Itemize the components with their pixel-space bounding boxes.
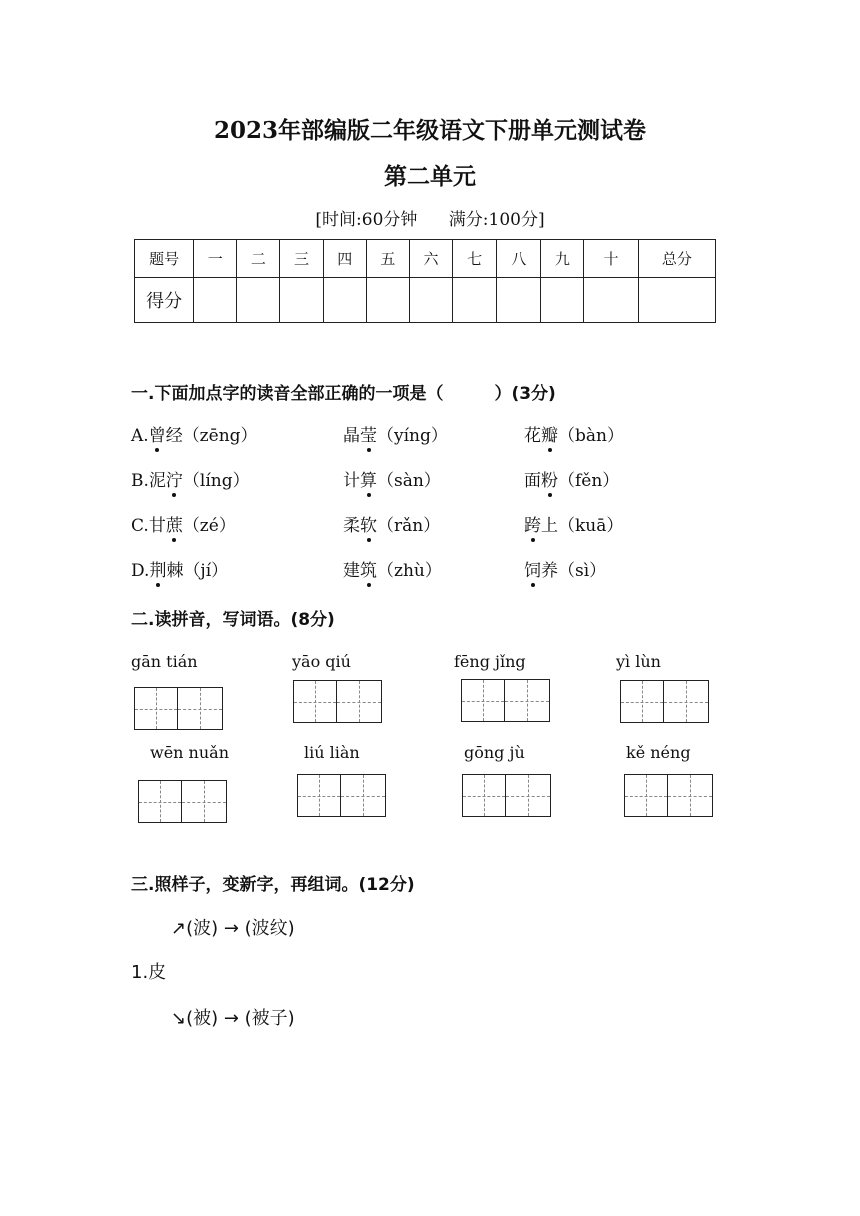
option-char: 荆	[149, 561, 167, 581]
pinyin-label: yì lùn	[616, 652, 661, 671]
header-cell: 六	[409, 240, 452, 278]
option-item	[131, 556, 228, 581]
option-pinyin: （bàn）	[558, 426, 624, 446]
option-char: 建	[343, 561, 360, 581]
header-cell: 一	[194, 240, 237, 278]
writing-box[interactable]	[624, 774, 668, 817]
option-char: 跨	[524, 516, 541, 536]
option-item	[343, 556, 442, 581]
option-pinyin: （sì）	[558, 561, 607, 581]
header-cell: 四	[323, 240, 366, 278]
writing-box[interactable]	[341, 774, 386, 817]
option-item	[131, 511, 236, 536]
time-limit: [时间:60分钟	[315, 210, 418, 230]
option-char: 上	[541, 516, 558, 536]
pinyin-label: fēng jǐng	[454, 652, 526, 671]
writing-box[interactable]	[138, 780, 182, 823]
option-char: 曾	[148, 426, 166, 446]
option-pinyin: （yíng）	[377, 426, 448, 446]
option-char: 算	[360, 471, 377, 491]
option-pinyin: （kuā）	[558, 516, 624, 536]
option-pinyin: （zhù）	[377, 561, 442, 581]
score-table-header-row	[135, 240, 716, 278]
option-item	[131, 421, 258, 446]
option-char: 瓣	[541, 426, 558, 446]
option-char: 泥	[148, 471, 166, 491]
header-cell: 七	[453, 240, 497, 278]
writing-box-pair[interactable]	[134, 687, 223, 730]
option-char: 棘	[166, 561, 184, 581]
score-cell[interactable]	[366, 278, 409, 323]
header-cell: 题号	[135, 240, 194, 278]
writing-box[interactable]	[461, 679, 505, 722]
option-pinyin: （rǎn）	[377, 516, 441, 536]
writing-box-pair[interactable]	[297, 774, 386, 817]
page-subtitle: 第二单元	[384, 163, 476, 190]
writing-box-pair[interactable]	[293, 680, 382, 723]
header-cell: 总分	[638, 240, 715, 278]
option-char: 蔗	[165, 516, 183, 536]
option-char: 甘	[148, 516, 166, 536]
option-pinyin: （líng）	[182, 471, 250, 491]
option-char: 花	[524, 426, 541, 446]
header-cell: 九	[541, 240, 584, 278]
writing-box-pair[interactable]	[620, 680, 709, 723]
option-char: 粉	[541, 471, 558, 491]
writing-box-pair[interactable]	[624, 774, 713, 817]
pinyin-label: gōng jù	[464, 743, 525, 762]
pinyin-label: kě néng	[626, 743, 691, 762]
option-char: 柔	[343, 516, 360, 536]
option-item	[524, 421, 624, 446]
score-cell[interactable]	[280, 278, 323, 323]
option-prefix: C.	[131, 516, 149, 536]
score-cell[interactable]	[584, 278, 638, 323]
writing-box[interactable]	[620, 680, 664, 723]
option-char: 软	[360, 516, 377, 536]
score-cell[interactable]	[194, 278, 237, 323]
writing-box-pair[interactable]	[138, 780, 227, 823]
writing-box[interactable]	[337, 680, 382, 723]
option-pinyin: （zēng）	[182, 426, 258, 446]
pinyin-label: gān tián	[131, 652, 198, 671]
header-cell: 八	[497, 240, 541, 278]
header-cell: 二	[237, 240, 280, 278]
example-line-3: ↘(被) → (被子)	[171, 1008, 295, 1029]
writing-box[interactable]	[182, 780, 227, 823]
header-cell: 三	[280, 240, 323, 278]
score-cell[interactable]	[453, 278, 497, 323]
question-3-heading: 三.照样子，变新字，再组词。(12分)	[131, 875, 415, 895]
writing-box[interactable]	[134, 687, 178, 730]
option-char: 筑	[360, 561, 377, 581]
score-cell[interactable]	[237, 278, 280, 323]
option-char: 养	[541, 561, 558, 581]
writing-box[interactable]	[297, 774, 341, 817]
question-2-heading: 二.读拼音，写词语。(8分)	[131, 610, 335, 630]
page-title: 2023年部编版二年级语文下册单元测试卷	[213, 117, 646, 144]
pinyin-label: liú liàn	[304, 743, 360, 762]
option-prefix: B.	[131, 471, 149, 491]
score-table	[134, 239, 716, 323]
option-char: 晶	[343, 426, 360, 446]
option-item	[524, 466, 619, 491]
writing-box[interactable]	[178, 687, 223, 730]
option-item	[343, 511, 440, 536]
exam-meta	[0, 205, 860, 230]
score-cell[interactable]	[497, 278, 541, 323]
writing-box[interactable]	[462, 774, 506, 817]
option-prefix: D.	[131, 561, 150, 581]
writing-box-pair[interactable]	[462, 774, 551, 817]
option-item	[524, 556, 606, 581]
writing-box[interactable]	[506, 774, 551, 817]
pinyin-label: yāo qiú	[292, 652, 351, 671]
option-item	[343, 421, 448, 446]
option-char: 面	[524, 471, 541, 491]
header-cell: 十	[584, 240, 638, 278]
option-char: 经	[165, 426, 183, 446]
score-cell[interactable]	[409, 278, 452, 323]
option-item	[524, 511, 623, 536]
option-pinyin: （jí）	[183, 561, 229, 581]
full-score: 满分:100分]	[448, 210, 545, 230]
score-cell[interactable]	[638, 278, 715, 323]
header-cell: 五	[366, 240, 409, 278]
score-row-label: 得分	[135, 278, 194, 323]
option-pinyin: （zé）	[182, 516, 236, 536]
writing-box[interactable]	[668, 774, 713, 817]
question-1-heading: 一.下面加点字的读音全部正确的一项是（ ）(3分)	[131, 384, 556, 404]
writing-box[interactable]	[664, 680, 709, 723]
option-char: 莹	[360, 426, 377, 446]
writing-box[interactable]	[505, 679, 550, 722]
example-line-1: ↗(波) → (波纹)	[171, 918, 295, 939]
option-item	[131, 466, 250, 491]
writing-box-pair[interactable]	[461, 679, 550, 722]
score-cell[interactable]	[323, 278, 366, 323]
score-table-score-row	[135, 278, 716, 323]
score-cell[interactable]	[541, 278, 584, 323]
example-line-2: 1.皮	[131, 962, 167, 983]
option-char: 计	[343, 471, 360, 491]
pinyin-label: wēn nuǎn	[150, 743, 230, 762]
writing-box[interactable]	[293, 680, 337, 723]
option-prefix: A.	[131, 426, 149, 446]
option-pinyin: （fěn）	[558, 471, 620, 491]
option-item	[343, 466, 441, 491]
option-pinyin: （sàn）	[377, 471, 441, 491]
option-char: 泞	[165, 471, 183, 491]
option-char: 饲	[524, 561, 541, 581]
